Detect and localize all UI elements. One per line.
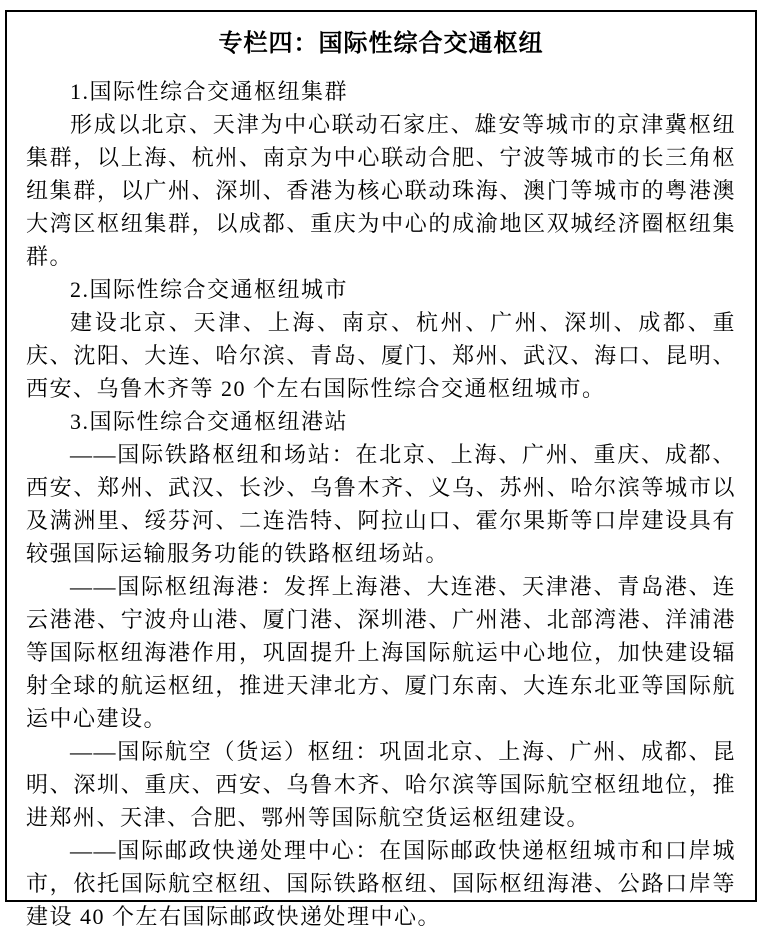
section-3-paragraph-air-cargo: ——国际航空（货运）枢纽：巩固北京、上海、广州、成都、昆明、深圳、重庆、西安、乌鲁木齐、哈尔滨等国际航空枢纽地位，推进郑州、天津、合肥、鄂州等国际航空货运枢纽建设。: [26, 739, 736, 830]
section-1-heading: 1.国际性综合交通枢纽集群: [70, 79, 349, 104]
section-3-paragraph-postal-express: ——国际邮政快递处理中心：在国际邮政快递枢纽城市和口岸城市，依托国际航空枢纽、国际铁路枢纽、国际枢纽海港、公路口岸等建设 40 个左右国际邮政快递处理中心。: [26, 838, 736, 929]
box-title: 专栏四：国际性综合交通枢纽: [218, 30, 544, 57]
section-2-paragraph: 建设北京、天津、上海、南京、杭州、广州、深圳、成都、重庆、沈阳、大连、哈尔滨、青岛、厦门、郑州、武汉、海口、昆明、西安、乌鲁木齐等 20 个左右国际性综合交通枢纽城市。: [26, 310, 736, 401]
section-3-heading: 3.国际性综合交通枢纽港站: [70, 409, 349, 434]
section-hub-cities: [26, 273, 736, 405]
section-2-heading: 2.国际性综合交通枢纽城市: [70, 277, 349, 302]
section-hub-clusters: [26, 75, 736, 273]
section-hub-ports: [26, 405, 736, 933]
column-box: [5, 10, 757, 929]
section-3-paragraph-seaport: ——国际枢纽海港：发挥上海港、大连港、天津港、青岛港、连云港港、宁波舟山港、厦门港、深圳港、广州港、北部湾港、洋浦港等国际枢纽海港作用，巩固提升上海国际航运中心地位，加快建设辐射全球的航运枢纽，推进天津北方、厦门东南、大连东北亚等国际航运中心建设。: [26, 574, 736, 731]
section-1-paragraph: 形成以北京、天津为中心联动石家庄、雄安等城市的京津冀枢纽集群，以上海、杭州、南京为中心联动合肥、宁波等城市的长三角枢纽集群，以广州、深圳、香港为核心联动珠海、澳门等城市的粤港澳大湾区枢纽集群，以成都、重庆为中心的成渝地区双城经济圈枢纽集群。: [26, 112, 736, 269]
section-3-paragraph-rail: ——国际铁路枢纽和场站：在北京、上海、广州、重庆、成都、西安、郑州、武汉、长沙、乌鲁木齐、义乌、苏州、哈尔滨等城市以及满洲里、绥芬河、二连浩特、阿拉山口、霍尔果斯等口岸建设具有较强国际运输服务功能的铁路枢纽场站。: [26, 442, 736, 566]
